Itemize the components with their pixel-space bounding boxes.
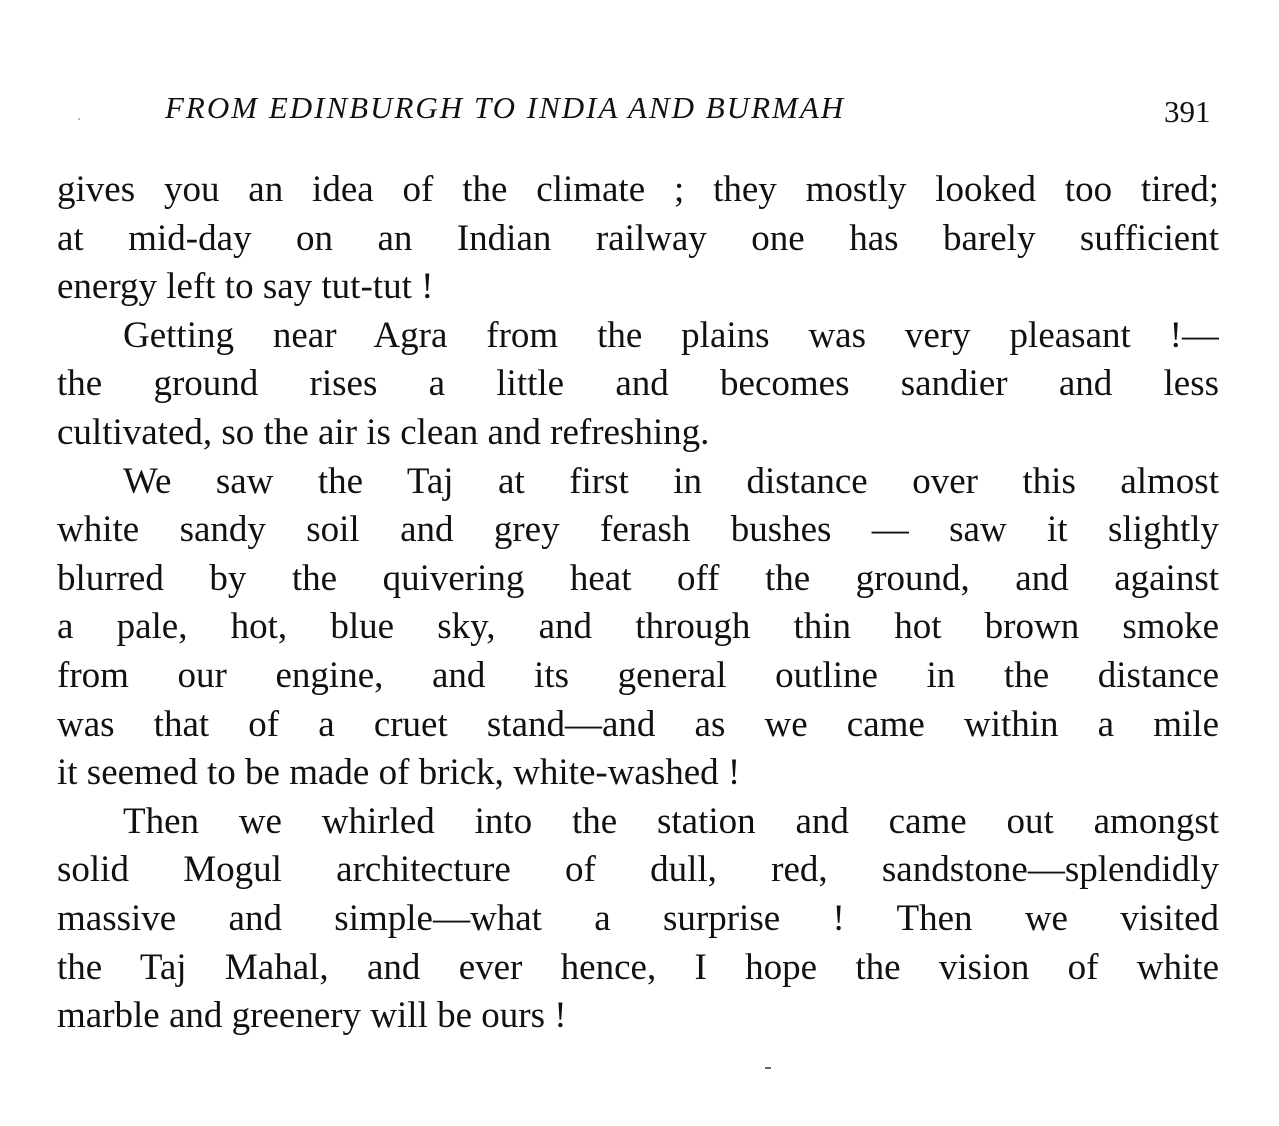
text-line: the Taj Mahal, and ever hence, I hope the vision of white — [57, 946, 1219, 988]
paragraph-1 — [57, 166, 1219, 312]
text-line: Getting near Agra from the plains was very pleasant !— — [123, 314, 1219, 356]
paragraph-3 — [57, 458, 1219, 798]
text-line: solid Mogul architecture of dull, red, sandstone—splendidly — [57, 849, 1219, 891]
text-line: was that of a cruet stand—and as we came within a mile — [57, 703, 1219, 745]
text-line: Then we whirled into the station and came out amongst — [123, 800, 1219, 842]
print-mark — [765, 1067, 771, 1069]
text-line: white sandy soil and grey ferash bushes — saw it slightly — [57, 509, 1219, 551]
text-line: the ground rises a little and becomes sandier and less — [57, 363, 1219, 405]
text-line: it seemed to be made of brick, white-washed ! — [57, 752, 741, 794]
text-line: energy left to say tut-tut ! — [57, 266, 434, 308]
paragraph-2 — [57, 312, 1219, 458]
text-line: massive and simple—what a surprise ! Then we visited — [57, 897, 1219, 939]
text-line: blurred by the quivering heat off the ground, and against — [57, 557, 1219, 599]
text-line: cultivated, so the air is clean and refreshing. — [57, 411, 710, 453]
text-line: from our engine, and its general outline in the distance — [57, 654, 1219, 696]
scan-speck — [78, 118, 80, 120]
paragraph-4 — [57, 798, 1219, 1041]
text-line: a pale, hot, blue sky, and through thin hot brown smoke — [57, 606, 1219, 648]
text-line: We saw the Taj at first in distance over this almost — [123, 460, 1219, 502]
text-line: gives you an idea of the climate ; they mostly looked too tired; — [57, 169, 1219, 210]
page-number: 391 — [1164, 94, 1211, 129]
text-line: at mid-day on an Indian railway one has barely sufficient — [57, 217, 1219, 259]
text-line: marble and greenery will be ours ! — [57, 995, 567, 1037]
running-title: FROM EDINBURGH TO INDIA AND BURMAH — [165, 90, 846, 125]
body-text — [57, 166, 1219, 1041]
